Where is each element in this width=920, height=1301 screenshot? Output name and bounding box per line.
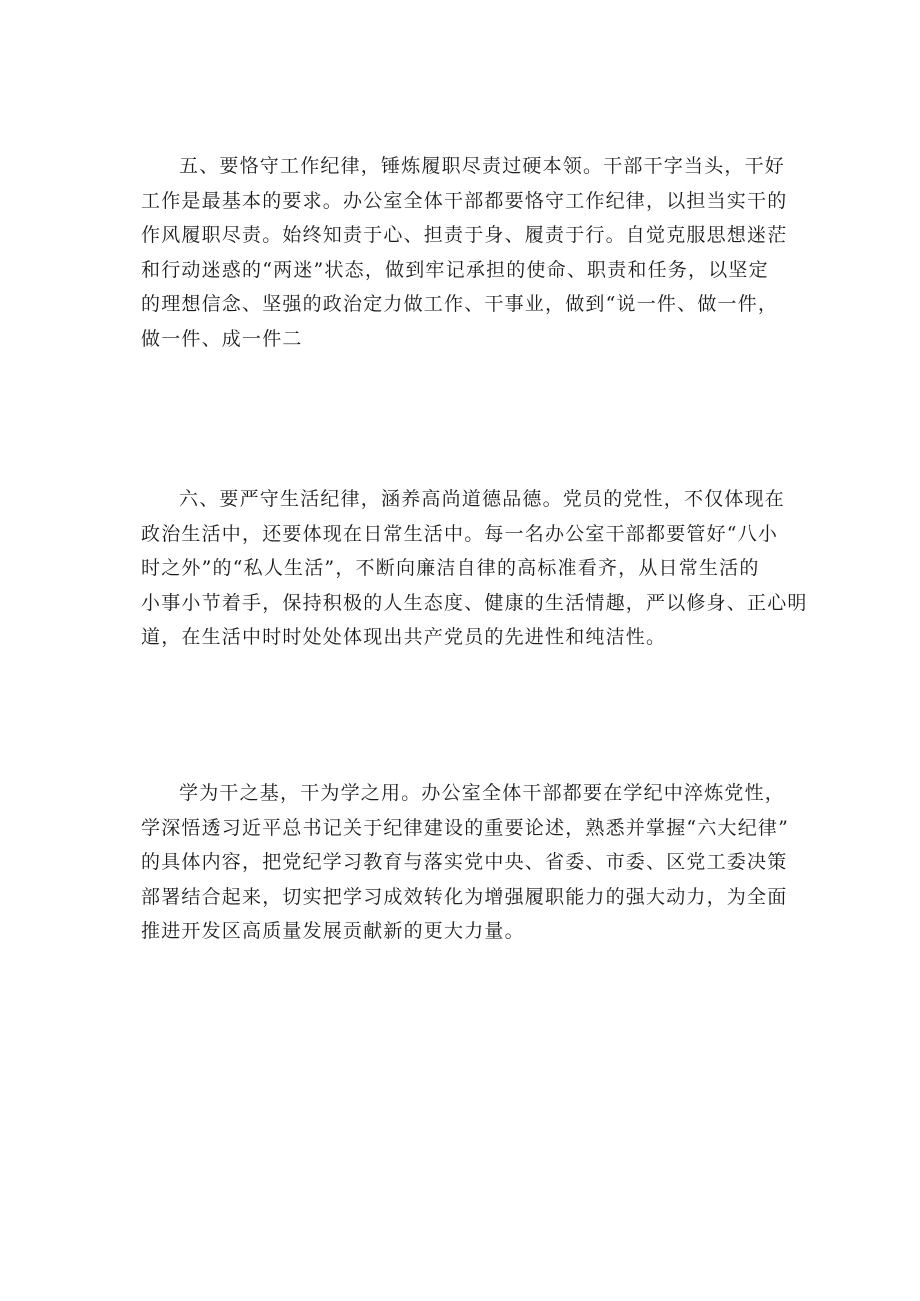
text-line: 政治生活中，还要体现在日常生活中。每一名办公室干部都要管好“八小 (141, 522, 779, 545)
text-line: 时之外”的“私人生活”，不断向廉洁自律的高标准看齐，从日常生活的 (141, 557, 760, 579)
text-line: 六、要严守生活纪律，涵养高尚道德品德。党员的党性，不仅体现在 (179, 488, 786, 510)
paragraph-life-discipline (141, 482, 808, 655)
paragraph-work-discipline (141, 149, 788, 356)
text-line: 工作是最基本的要求。办公室全体干部都要恪守工作纪律，以担当实干的 (141, 189, 788, 212)
text-line: 推进开发区高质量发展贡献新的更大力量。 (141, 920, 525, 942)
text-line: 道，在生活中时时处处体现出共产党员的先进性和纯洁性。 (141, 626, 667, 648)
text-line: 的具体内容，把党纪学习教育与落实党中央、省委、市委、区党工委决策 (141, 851, 788, 873)
text-line: 小事小节着手，保持积极的人生态度、健康的生活情趣，严以修身、正心明 (141, 591, 808, 614)
text-line: 的理想信念、坚强的政治定力做工作、干事业，做到“说一件、做一件， (141, 293, 779, 315)
text-line: 五、要恪守工作纪律，锤炼履职尽责过硬本领。干部干字当头，干好 (179, 155, 786, 177)
paragraph-conclusion (141, 776, 790, 949)
text-line: 作风履职尽责。始终知责于心、担责于身、履责于行。自觉克服思想迷茫 (141, 224, 788, 246)
text-line: 部署结合起来，切实把学习成效转化为增强履职能力的强大动力，为全面 (141, 885, 788, 908)
text-line: 和行动迷惑的“两迷”状态，做到牢记承担的使命、职责和任务，以坚定 (141, 258, 769, 281)
text-line: 学深悟透习近平总书记关于纪律建设的重要论述，熟悉并掌握“六大纪律” (141, 816, 790, 839)
text-line: 做一件、成一件二 (141, 327, 303, 350)
text-line: 学为干之基，干为学之用。办公室全体干部都要在学纪中淬炼党性， (179, 782, 786, 804)
